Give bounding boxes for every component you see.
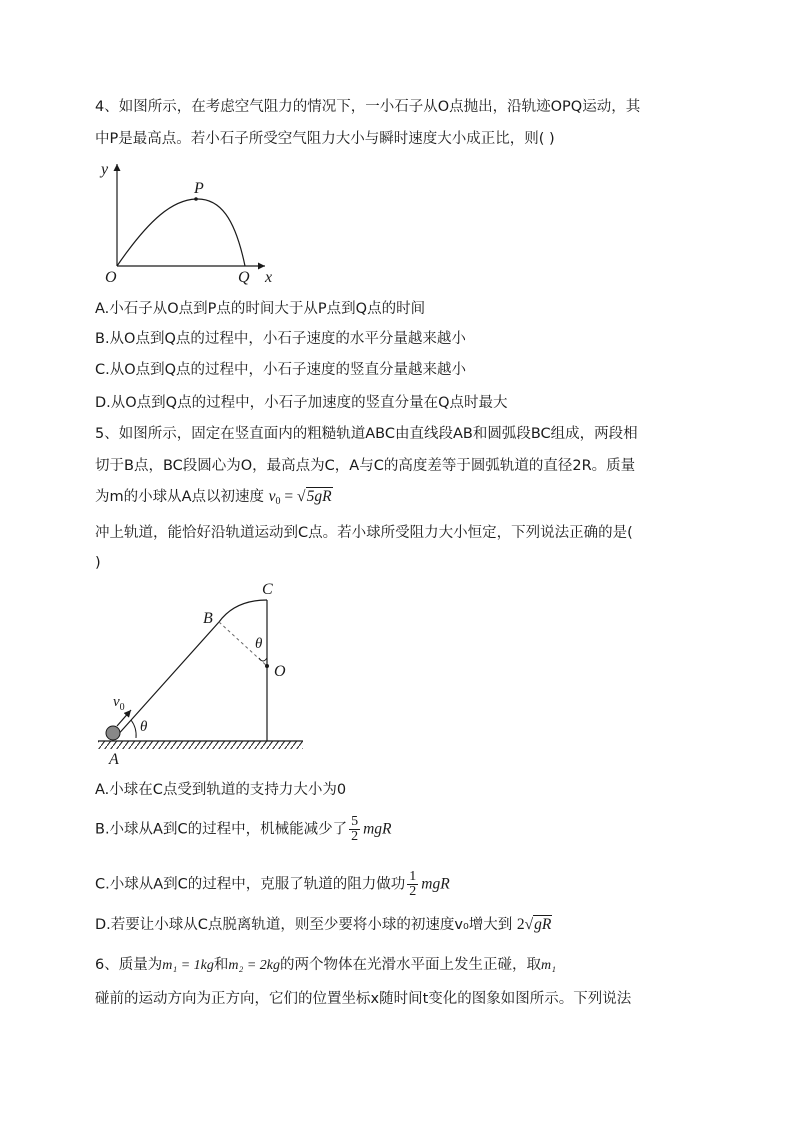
q5-label-c: C xyxy=(262,581,273,598)
q4-stem-line-2: 中P是最高点。若小石子所受空气阻力大小与瞬时速度大小成正比，则( ) xyxy=(95,131,555,147)
q5-v0-sqrt: √5gR xyxy=(297,488,332,505)
q5-ground-hatch xyxy=(98,741,303,749)
q5-option-c-fraction: $\frac{1}{2}$ xyxy=(409,869,417,899)
q5-option-c: C.小球从A到C的过程中，克服了轨道的阻力做功 $\frac{1}{2}$ mgR xyxy=(95,869,450,899)
q5-ball xyxy=(106,726,120,740)
q5-option-d-sqrt: 2√gR xyxy=(516,916,552,933)
q5-label-a: A xyxy=(109,751,119,768)
q6-line-2: 碰前的运动方向为正方向，它们的位置坐标x随时间t变化的图象如图所示。下列说法 xyxy=(95,991,632,1007)
q6-m1: m₁ = 1kg xyxy=(162,958,214,973)
q6-m2: m₂ = 2kg xyxy=(228,958,281,973)
q5-stem-line-3 xyxy=(95,487,333,512)
q4-trajectory-curve xyxy=(117,199,245,266)
q4-origin-label: O xyxy=(105,269,117,286)
q4-trajectory-figure xyxy=(95,158,290,286)
q5-label-v0: $v_0$ xyxy=(113,694,125,713)
q5-label-theta-top: θ xyxy=(255,636,263,652)
q5-option-a: A.小球在C点受到轨道的支持力大小为0 xyxy=(95,782,347,798)
q5-label-theta-base: θ xyxy=(140,719,148,735)
q4-peak-label: P xyxy=(194,180,204,197)
q4-x-label: x xyxy=(265,269,273,286)
q6-m1-ref: m₁ xyxy=(541,958,556,973)
q5-stem-line-4: 冲上轨道，能恰好沿轨道运动到C点。若小球所受阻力大小恒定，下列说法正确的是( xyxy=(95,525,633,541)
q5-stem-line-5: ) xyxy=(95,555,101,571)
q5-v0-symbol: $v_0$ xyxy=(268,488,281,507)
q4-option-a: A.小石子从O点到P点的时间大于从P点到Q点的时间 xyxy=(95,301,426,317)
q5-stem-line-3-text: 为m的小球从A点以初速度 xyxy=(95,489,265,505)
q5-center-o xyxy=(265,664,269,668)
q5-equals: = xyxy=(280,488,298,505)
q6-line-1: 6、质量为m₁ = 1kg和m₂ = 2kg的两个物体在光滑水平面上发生正碰，取m₁ xyxy=(95,957,556,973)
q4-option-d: D.从O点到Q点的过程中，小石子加速度的竖直分量在Q点时最大 xyxy=(95,395,508,411)
q5-option-d: D.若要让小球从C点脱离轨道，则至少要将小球的初速度v₀增大到 2√gR xyxy=(95,916,552,933)
q4-option-b: B.从O点到Q点的过程中，小石子速度的水平分量越来越小 xyxy=(95,331,466,347)
q5-stem-line-1: 5、如图所示，固定在竖直面内的粗糙轨道ABC由直线段AB和圆弧段BC组成，两段相 xyxy=(95,426,638,442)
q5-stem-line-2: 切于B点，BC段圆心为O，最高点为C，A与C的高度差等于圆弧轨道的直径2R。质量 xyxy=(95,458,636,474)
q4-y-label: y xyxy=(101,161,109,178)
q5-track-figure xyxy=(95,578,310,768)
q5-arc-bc xyxy=(219,600,267,622)
q5-option-b: B.小球从A到C的过程中，机械能减少了 $\frac{5}{2}$ mgR xyxy=(95,814,392,844)
q5-label-b: B xyxy=(203,610,213,627)
q4-option-c: C.从O点到Q点的过程中，小石子速度的竖直分量越来越小 xyxy=(95,362,467,378)
q5-incline-ab xyxy=(115,622,219,738)
q5-label-o: O xyxy=(274,663,286,680)
q5-angle-arc-top xyxy=(259,658,267,661)
q5-angle-arc-base xyxy=(131,720,136,738)
q4-stem-line-1: 4、如图所示，在考虑空气阻力的情况下，一小石子从O点抛出，沿轨迹OPQ运动，其 xyxy=(95,99,641,115)
q4-peak-point xyxy=(194,197,198,201)
q4-end-label: Q xyxy=(238,269,250,286)
q5-option-b-fraction: $\frac{5}{2}$ xyxy=(351,814,359,844)
